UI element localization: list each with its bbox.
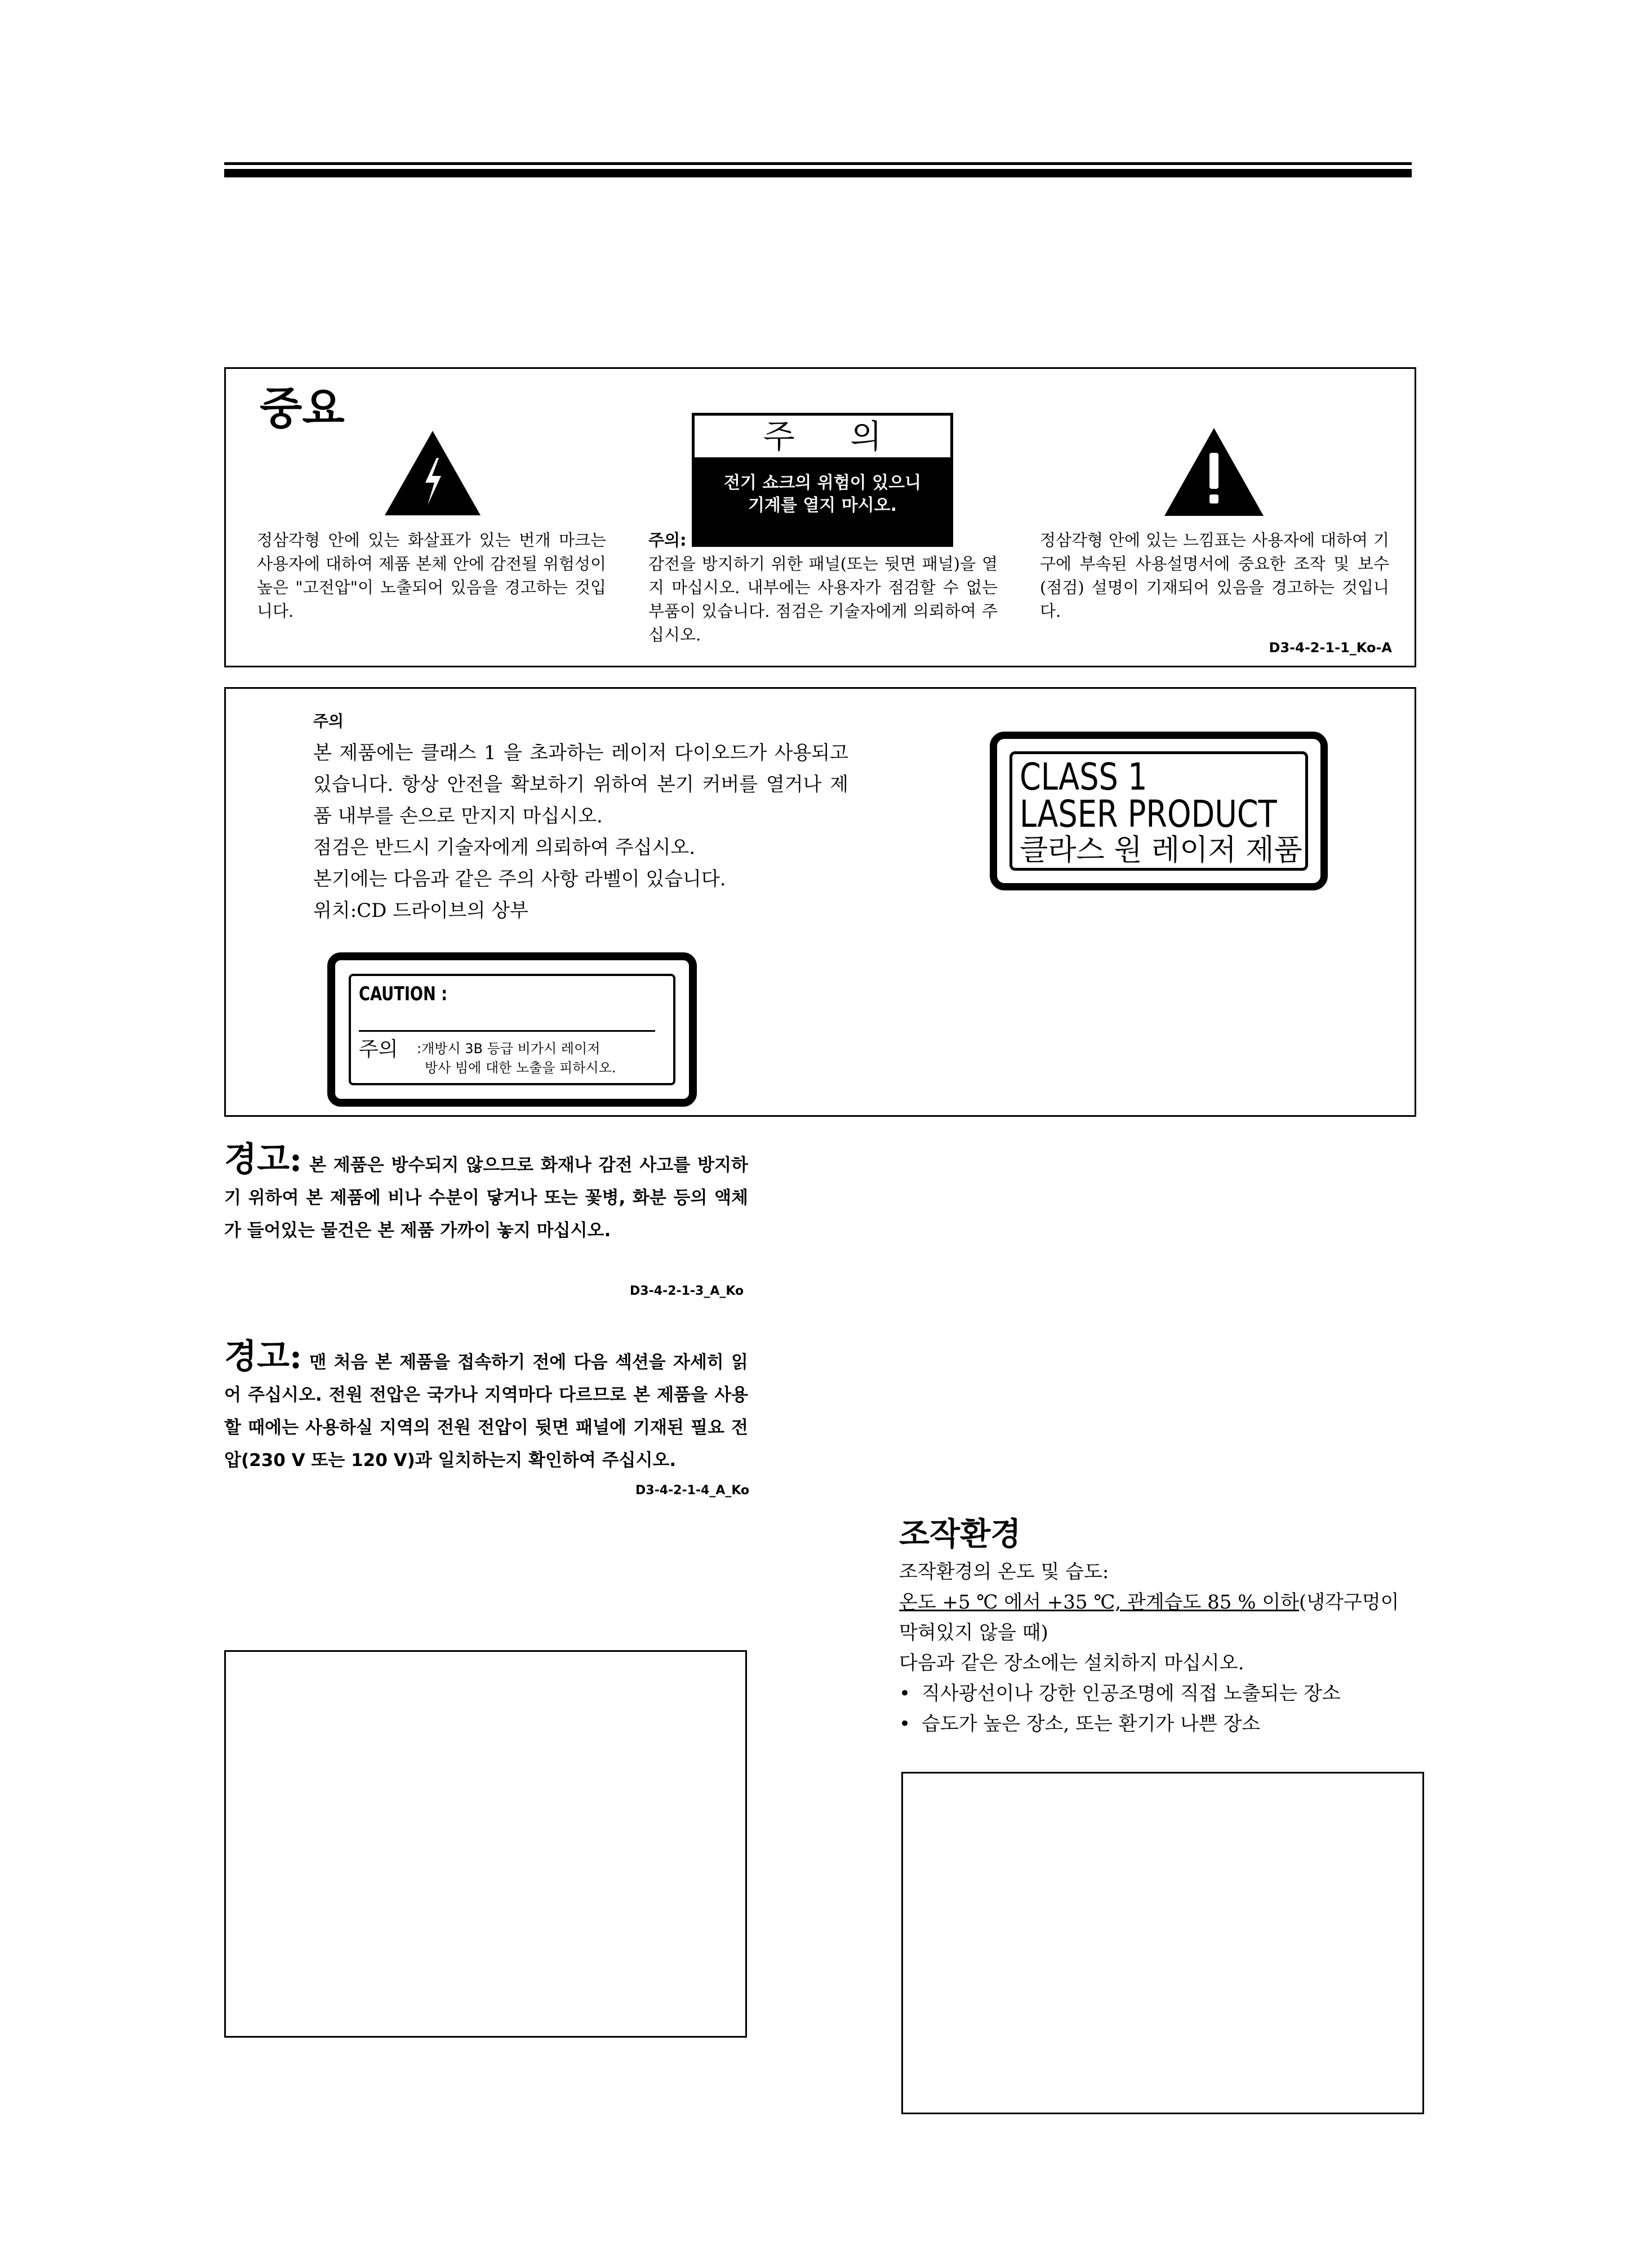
warning-water <box>224 1140 748 1247</box>
warning-water-code: D3-4-2-1-3_A_Ko <box>630 1284 744 1298</box>
warning-voltage <box>224 1337 748 1477</box>
doc-code: D3-4-2-1-1_Ko-A <box>1269 640 1392 656</box>
environment-item2-text: 습도가 높은 장소, 또는 환기가 나쁜 장소 <box>922 1713 1261 1735</box>
laser-line4: 위치:CD 드라이브의 상부 <box>313 899 528 922</box>
laser-product-text: LASER PRODUCT <box>1020 792 1277 836</box>
caution-sticker-title: CAUTION : <box>359 983 448 1005</box>
laser-text <box>313 706 848 926</box>
warning-voltage-text: 맨 처음 본 제품을 접속하기 전에 다음 섹션을 자세히 읽어 주십시오. 전원 전압은 국가나 지역마다 다르므로 본 제품을 사용할 때에는 사용하실 지역의 전원 전압이 뒷면 패널에 기재된 필요 전압(230 V 또는 120 V)과 일치하는지 확인하여 주십시오. <box>224 1352 748 1471</box>
caution-sticker-line1: :개방시 3B 등급 비가시 레이저 <box>417 1041 601 1057</box>
lightning-warning-icon <box>385 431 481 515</box>
header-rule-thick <box>224 169 1412 177</box>
exclamation-warning-icon <box>1164 428 1264 516</box>
class1-laser-label <box>990 732 1328 890</box>
caution-label <box>692 413 953 547</box>
environment-line3: 다음과 같은 장소에는 설치하지 마십시오. <box>899 1652 1244 1674</box>
caution-heading: 주의: <box>648 531 687 550</box>
environment-text <box>899 1557 1423 1739</box>
warning-water-text: 본 제품은 방수되지 않으므로 화재나 감전 사고를 방지하기 위하여 본 제품에 비나 수분이 닿거나 또는 꽃병, 화분 등의 액체가 들어있는 물건은 본 제품 가까이 놓지 마십시오. <box>224 1155 748 1241</box>
environment-item1 <box>899 1678 1423 1709</box>
caution-sticker <box>327 952 697 1107</box>
exclamation-explanation: 정삼각형 안에 있는 느낌표는 사용자에 대하여 기구에 부속된 사용설명서에 중요한 조작 및 보수(점검) 설명이 기재되어 있음을 경고하는 것입니다. <box>1040 531 1389 621</box>
environment-line1: 조작환경의 온도 및 습도: <box>899 1561 1109 1583</box>
important-title: 중요 <box>260 384 345 434</box>
caution-sticker-divider <box>359 1030 655 1032</box>
class1-korean-text: 클라스 원 레이저 제품 <box>1020 834 1302 867</box>
laser-heading: 주의 <box>313 712 344 730</box>
environment-item2 <box>899 1709 1423 1739</box>
blank-box-right <box>901 1772 1424 2114</box>
environment-conditions-note: (냉각구멍이 막혀있지 않을 때) <box>899 1591 1399 1644</box>
bullet-icon: • <box>899 1713 911 1735</box>
caution-label-line2: 기계를 열지 마시오. <box>748 496 897 515</box>
caution-sticker-line2: 방사 빔에 대한 노출을 피하시오. <box>425 1060 616 1076</box>
environment-title: 조작환경 <box>899 1516 1021 1553</box>
laser-line3: 본기에는 다음과 같은 주의 사항 라벨이 있습니다. <box>313 868 726 890</box>
caution-sticker-jui: 주의 <box>359 1038 398 1061</box>
caution-label-line1: 전기 쇼크의 위험이 있으니 <box>723 473 922 493</box>
warning-voltage-code: D3-4-2-1-4_A_Ko <box>635 1483 750 1498</box>
class1-text: CLASS 1 <box>1020 755 1148 799</box>
header-rule-thin <box>224 162 1412 165</box>
blank-box-left <box>224 1650 747 2038</box>
lightning-explanation: 정삼각형 안에 있는 화살표가 있는 번개 마크는 사용자에 대하여 제품 본체 안에 감전될 위험성이 높은 "고전압"이 노출되어 있음을 경고하는 것입니다. <box>257 531 606 621</box>
caution-sticker-text <box>417 1039 616 1077</box>
warning-water-label: 경고: <box>224 1140 303 1179</box>
caution-label-title: 주 의 <box>763 417 905 456</box>
warning-voltage-label: 경고: <box>224 1337 303 1376</box>
environment-conditions: 온도 +5 ℃ 에서 +35 ℃, 관계습도 85 % 이하 <box>899 1591 1300 1614</box>
caution-explanation <box>648 528 998 647</box>
bullet-icon: • <box>899 1682 911 1705</box>
laser-notice-box <box>224 687 1416 1117</box>
laser-line2: 점검은 반드시 기술자에게 의뢰하여 주십시오. <box>313 836 696 859</box>
environment-item1-text: 직사광선이나 강한 인공조명에 직접 노출되는 장소 <box>922 1682 1341 1705</box>
caution-text: 감전을 방지하기 위한 패널(또는 뒷면 패널)을 열지 마십시오. 내부에는 사용자가 점검할 수 없는 부품이 있습니다. 점검은 기술자에게 의뢰하여 주십시오. <box>648 554 998 644</box>
important-notice-box <box>224 367 1416 667</box>
environment-line2 <box>899 1587 1423 1648</box>
laser-line1: 본 제품에는 클래스 1 을 초과하는 레이저 다이오드가 사용되고 있습니다. 항상 안전을 확보하기 위하여 본기 커버를 열거나 제품 내부를 손으로 만지지 마십시오. <box>313 742 848 827</box>
